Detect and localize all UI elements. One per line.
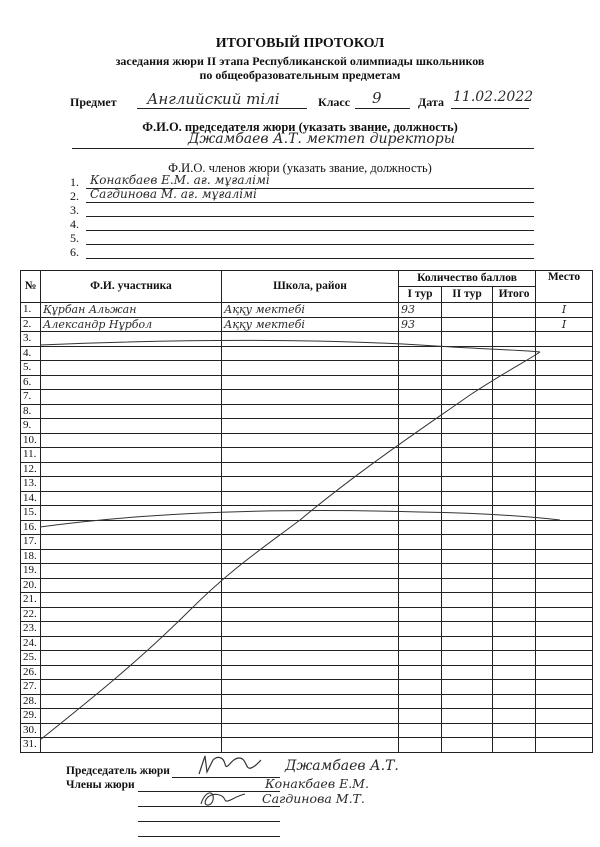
member-number: 6.: [70, 245, 79, 259]
col-school-header: Школа, район: [222, 271, 399, 303]
row-number: 20.: [21, 578, 41, 593]
member-value[interactable]: Конакбаев Е.М. ағ. мұғалімі: [90, 173, 270, 187]
footer-member-sign-2[interactable]: Сагдинова М.Т.: [262, 791, 365, 806]
row-number: 28.: [21, 694, 41, 709]
date-value[interactable]: 11.02.2022: [453, 89, 534, 105]
row-number: 21.: [21, 593, 41, 608]
crossout-diagonal: [40, 352, 540, 740]
footer-member-sign-1[interactable]: Конакбаев Е.М.: [265, 776, 369, 791]
participant-name-cell[interactable]: Құрбан Альжан: [41, 303, 222, 318]
class-label: Класс: [318, 95, 351, 109]
date-label: Дата: [418, 95, 444, 109]
member-value[interactable]: Сагдинова М. ағ. мұғалімі: [90, 187, 257, 201]
place-cell[interactable]: I: [536, 303, 593, 318]
row-number: 23.: [21, 622, 41, 637]
row-number: 15.: [21, 506, 41, 521]
row-number: 14.: [21, 491, 41, 506]
footer-chair-label: Председатель жюри: [66, 765, 170, 777]
row-number: 8.: [21, 404, 41, 419]
protocol-subtitle-1: заседания жюри II этапа Республиканской олимпиады школьников: [115, 54, 485, 68]
chair-value[interactable]: Джамбаев А.Т. мектеп директоры: [188, 131, 456, 147]
row-number: 27.: [21, 680, 41, 695]
member-signature-scribble: [195, 786, 255, 810]
row-number: 29.: [21, 709, 41, 724]
school-cell[interactable]: Аққу мектебі: [222, 317, 399, 332]
row-number: 17.: [21, 535, 41, 550]
footer-members-line-3: [138, 821, 280, 822]
row-number: 26.: [21, 665, 41, 680]
place-cell[interactable]: I: [536, 317, 593, 332]
row-number: 5.: [21, 361, 41, 376]
row-number: 2.: [21, 317, 41, 332]
chair-label: Ф.И.О. председателя жюри (указать звание, должность): [142, 120, 458, 134]
row-number: 22.: [21, 607, 41, 622]
row-number: 30.: [21, 723, 41, 738]
row-number: 18.: [21, 549, 41, 564]
footer-members-label: Члены жюри: [66, 779, 135, 791]
subject-label: Предмет: [70, 95, 117, 109]
row-number: 11.: [21, 448, 41, 463]
row-number: 24.: [21, 636, 41, 651]
tour1-score-cell[interactable]: 93: [399, 303, 442, 318]
tour1-score-cell[interactable]: 93: [399, 317, 442, 332]
col-place-header: Место: [536, 271, 593, 303]
footer-chair-sign[interactable]: Джамбаев А.Т.: [285, 758, 399, 774]
row-number: 13.: [21, 477, 41, 492]
row-number: 9.: [21, 419, 41, 434]
col-num-header: №: [21, 271, 41, 303]
member-number: 5.: [70, 231, 79, 245]
participant-name-cell[interactable]: Александр Нұрбол: [41, 317, 222, 332]
member-number: 2.: [70, 189, 79, 203]
row-number: 7.: [21, 390, 41, 405]
row-number: 12.: [21, 462, 41, 477]
row-number: 4.: [21, 346, 41, 361]
row-number: 19.: [21, 564, 41, 579]
col-name-header: Ф.И. участника: [41, 271, 222, 303]
crossout-middle-arc: [40, 511, 560, 527]
row-number: 1.: [21, 303, 41, 318]
row-number: 3.: [21, 332, 41, 347]
member-number: 4.: [70, 217, 79, 231]
row-number: 16.: [21, 520, 41, 535]
col-tour2-header: II тур: [442, 287, 493, 303]
member-number: 1.: [70, 175, 79, 189]
row-number: 10.: [21, 433, 41, 448]
crossout-top-arc: [40, 340, 540, 352]
col-scores-header: Количество баллов: [399, 271, 536, 287]
row-number: 25.: [21, 651, 41, 666]
row-number: 31.: [21, 738, 41, 753]
members-label: Ф.И.О. членов жюри (указать звание, должность): [168, 161, 432, 175]
chair-signature-scribble: [195, 752, 265, 780]
col-total-header: Итого: [493, 287, 536, 303]
class-value[interactable]: 9: [372, 89, 382, 107]
footer-members-line-4: [138, 836, 280, 837]
protocol-subtitle-2: по общеобразовательным предметам: [199, 68, 401, 82]
col-tour1-header: I тур: [399, 287, 442, 303]
protocol-title: ИТОГОВЫЙ ПРОТОКОЛ: [215, 36, 385, 51]
member-number: 3.: [70, 203, 79, 217]
school-cell[interactable]: Аққу мектебі: [222, 303, 399, 318]
subject-value[interactable]: Английский тілі: [147, 90, 280, 108]
member-signature-stroke: [201, 793, 245, 805]
row-number: 6.: [21, 375, 41, 390]
chair-signature-stroke: [199, 756, 261, 774]
